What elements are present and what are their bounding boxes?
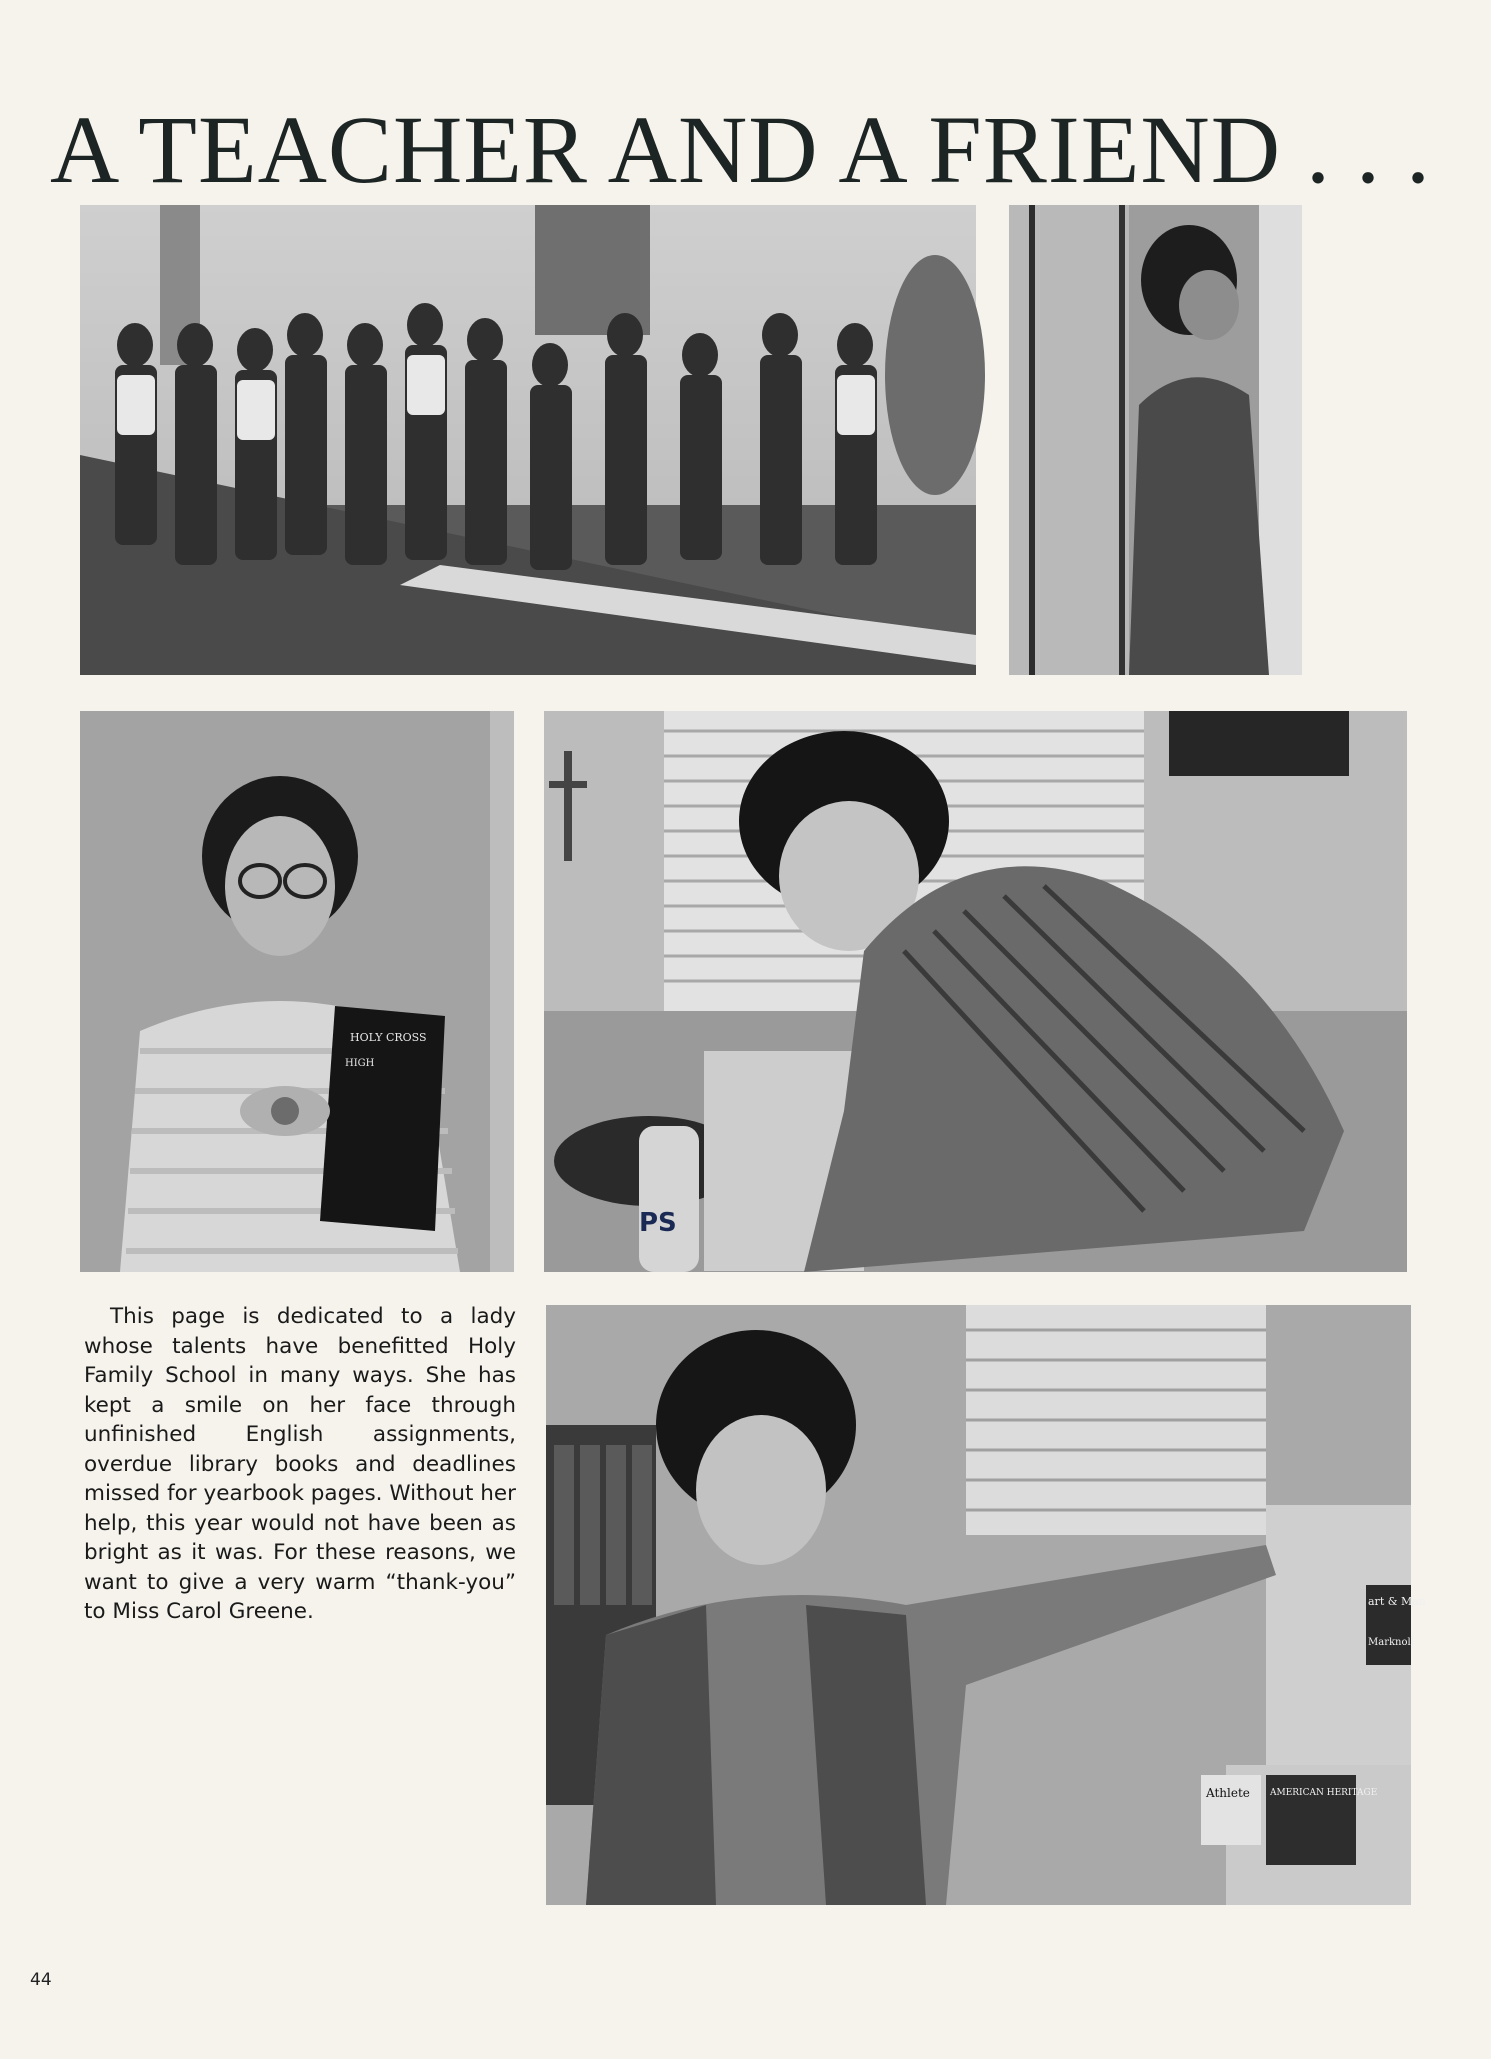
page-number: 44 xyxy=(30,1970,52,1990)
book-subtitle: HIGH xyxy=(345,1058,375,1069)
group-photo-image xyxy=(80,205,976,675)
window-photo-image xyxy=(1009,205,1302,675)
page-title: A TEACHER AND A FRIEND . . . xyxy=(50,96,1432,203)
classroom-desk-photo xyxy=(544,711,1407,1272)
group-photo xyxy=(80,205,976,675)
book-portrait-image xyxy=(80,711,514,1272)
magazine-label-1: art & Man xyxy=(1368,1595,1426,1608)
magazine-label-3: AMERICAN HERITAGE xyxy=(1270,1788,1378,1798)
bookshelf-image xyxy=(546,1305,1426,1905)
magazine-label-4: Athlete xyxy=(1206,1786,1250,1800)
dedication-text: This page is dedicated to a lady whose talents have benefitted Holy Family School in many ways. She has kept a smile on her face through unfinished English assignments, overdue library books and deadlines missed for yearbook pages. Without her help, this year would not have been as bright as it was. For these reasons, we want to give a very warm “thank-you” to Miss Carol Greene. xyxy=(84,1304,516,1624)
bookshelf-photo xyxy=(546,1305,1426,1905)
magazine-label-2: Marknoll xyxy=(1368,1637,1414,1648)
book-title: HOLY CROSS xyxy=(350,1031,427,1044)
window-photo xyxy=(1009,205,1302,675)
bottle-label: PS xyxy=(639,1208,677,1238)
book-portrait-photo xyxy=(80,711,514,1272)
classroom-desk-image xyxy=(544,711,1407,1272)
